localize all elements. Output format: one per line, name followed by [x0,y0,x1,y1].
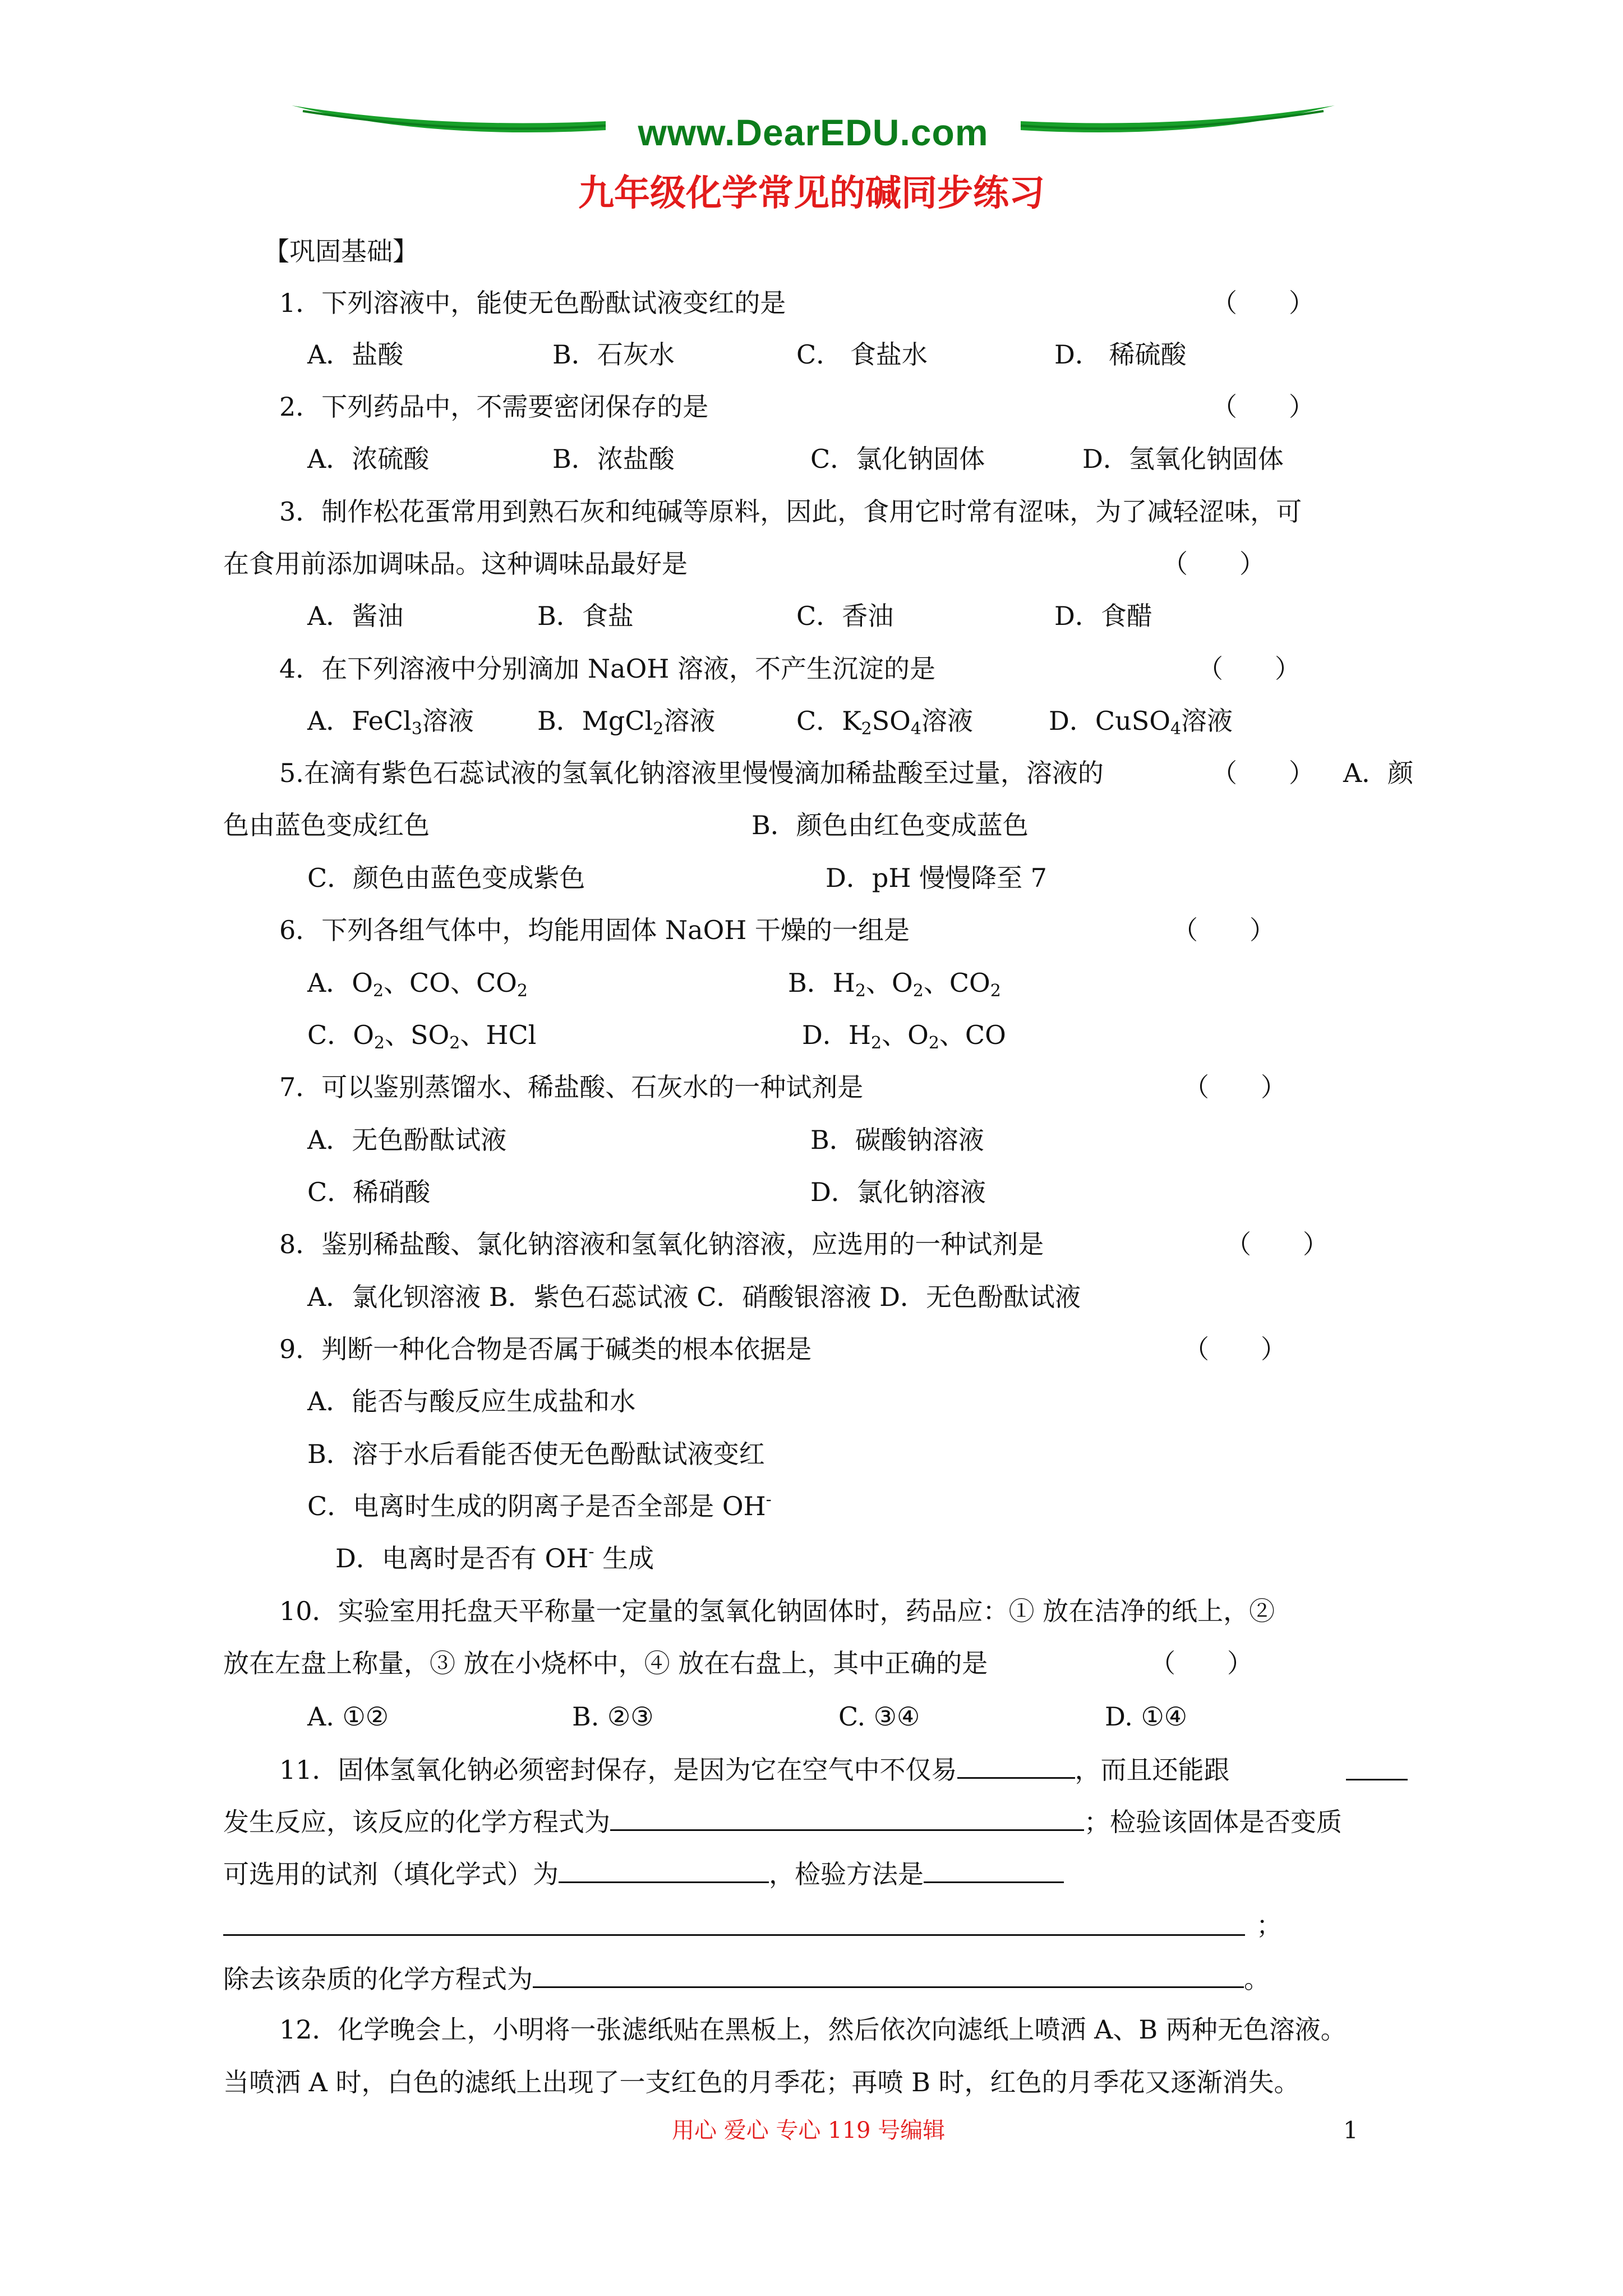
q2-option-d: D．氢氧化钠固体 [1082,444,1284,474]
q9-option-d: D．电离时是否有 OH- 生成 [335,1542,654,1573]
q10-stem-line1: 10．实验室用托盘天平称量一定量的氢氧化钠固体时，药品应：① 放在洁净的纸上，② [279,1596,1275,1626]
q10-option-c: C. ③④ [838,1701,920,1732]
q6-option-a: A．$O_2$、CO、$CO_2$ [307,968,528,1001]
q4-option-d: D．CuSO$_4$溶液 [1049,706,1233,739]
q5-answer-paren: （ ） [1211,758,1315,788]
q1-option-a: A．盐酸 [307,339,404,370]
q6-option-b: B．$H_2$、$O_2$、$CO_2$ [788,968,1001,1001]
q1-stem: 1．下列溶液中，能使无色酚酞试液变红的是 [279,288,786,318]
q3-stem-line2: 在食用前添加调味品。这种调味品最好是 [223,549,688,579]
q6-option-c: C．$O_2$、$SO_2$、HCl [307,1020,537,1053]
q11-blank-1[interactable] [957,1751,1075,1779]
q3-option-b: B．食盐 [537,601,634,631]
q7-option-b: B．碳酸钠溶液 [810,1125,984,1155]
q11-blank-removal[interactable] [533,1961,1244,1988]
q3-stem-line1: 3．制作松花蛋常用到熟石灰和纯碱等原料，因此，食用它时常有涩味，为了减轻涩味，可 [279,496,1302,527]
q9-stem: 9．判断一种化合物是否属于碱类的根本依据是 [279,1334,812,1364]
q10-stem-line2: 放在左盘上称量，③ 放在小烧杯中，④ 放在右盘上，其中正确的是 [223,1648,988,1678]
q1-option-c: C． 食盐水 [796,339,928,370]
section-heading: 【巩固基础】 [264,236,418,266]
q2-answer-paren: （ ） [1211,392,1315,422]
q1-option-d: D． 稀硫酸 [1054,339,1187,370]
q12-line2: 当喷洒 A 时，白色的滤纸上出现了一支红色的月季花；再喷 B 时，红色的月季花又逐渐消失。 [223,2067,1300,2097]
q9-answer-paren: （ ） [1183,1334,1287,1364]
q2-option-b: B．浓盐酸 [552,444,675,474]
q9-option-c: C．电离时生成的阴离子是否全部是 OH- [307,1490,772,1521]
q6-answer-paren: （ ） [1172,915,1275,945]
q7-option-d: D．氯化钠溶液 [810,1177,986,1207]
q11-blank-reagent[interactable] [559,1856,769,1883]
q8-answer-paren: （ ） [1225,1229,1329,1259]
q6-option-d: D．$H_2$、$O_2$、CO [802,1020,1006,1053]
q9-option-a: A．能否与酸反应生成盐和水 [307,1386,636,1416]
q10-option-a: A. ①② [307,1701,389,1732]
q11-line1: 11．固体氢氧化钠必须密封保存，是因为它在空气中不仅易 ，而且还能跟 [279,1751,1230,1787]
q4-stem: 4．在下列溶液中分别滴加 NaOH 溶液，不产生沉淀的是 [279,654,936,684]
page-title: 九年级化学常见的碱同步练习 [578,172,1045,214]
q3-answer-paren: （ ） [1162,549,1265,579]
q10-option-d: D. ①④ [1105,1701,1187,1732]
q7-option-a: A．无色酚酞试液 [307,1125,507,1155]
q3-option-a: A．酱油 [307,601,404,631]
q6-stem: 6．下列各组气体中，均能用固体 NaOH 干燥的一组是 [279,915,910,945]
q1-answer-paren: （ ） [1211,288,1315,318]
q11-blank-equation[interactable] [610,1803,1084,1831]
q11-line3: 可选用的试剂（填化学式）为 ，检验方法是 [223,1856,1064,1891]
q5-option-c: C．颜色由蓝色变成紫色 [307,863,585,893]
q3-option-d: D．食醋 [1054,601,1152,631]
q10-answer-paren: （ ） [1150,1648,1253,1678]
q2-stem: 2．下列药品中，不需要密闭保存的是 [279,392,709,422]
q7-option-c: C．稀硝酸 [307,1177,431,1207]
q9-option-b: B．溶于水后看能否使无色酚酞试液变红 [307,1439,765,1469]
q4-answer-paren: （ ） [1197,654,1301,684]
q3-option-c: C．香油 [796,601,894,631]
q8-options: A．氯化钡溶液 B．紫色石蕊试液 C．硝酸银溶液 D．无色酚酞试液 [307,1282,1081,1312]
q10-option-b: B. ②③ [572,1701,654,1732]
q11-blank-2[interactable] [1346,1753,1408,1780]
q5-option-b: B．颜色由红色变成蓝色 [751,810,1029,840]
q4-option-c: C．$K_2SO_4$溶液 [796,706,973,739]
q4-option-b: B．MgCl$_2$溶液 [537,706,716,739]
q11-line5: 除去该杂质的化学方程式为 。 [223,1961,1270,1996]
q11-line2: 发生反应，该反应的化学方程式为 ；检验该固体是否变质 [223,1803,1342,1839]
site-name: www.DearEDU.com [638,112,989,153]
q11-line4-end: ； [1256,1910,1282,1940]
q2-option-c: C．氯化钠固体 [810,444,985,474]
q11-blank-method[interactable] [924,1856,1064,1883]
page-number: 1 [1343,2116,1358,2144]
q11-blank-method-cont[interactable] [223,1934,1245,1936]
q7-stem: 7．可以鉴别蒸馏水、稀盐酸、石灰水的一种试剂是 [279,1072,864,1102]
footer-text: 用心 爱心 专心 119 号编辑 [672,2118,946,2143]
q5-option-a-start: A．颜 [1343,758,1414,788]
q8-stem: 8．鉴别稀盐酸、氯化钠溶液和氢氧化钠溶液，应选用的一种试剂是 [279,1229,1044,1259]
q1-option-b: B．石灰水 [552,339,675,370]
site-banner [292,95,1335,157]
q5-option-a-end: 色由蓝色变成红色 [223,810,430,840]
q7-answer-paren: （ ） [1183,1072,1287,1102]
q12-line1: 12．化学晚会上，小明将一张滤纸贴在黑板上，然后依次向滤纸上喷洒 A、B 两种无色溶液。 [279,2014,1347,2045]
q2-option-a: A．浓硫酸 [307,444,430,474]
q4-option-a: A．FeCl$_3$溶液 [307,706,474,739]
q5-stem: 5.在滴有紫色石蕊试液的氢氧化钠溶液里慢慢滴加稀盐酸至过量，溶液的 [279,758,1104,788]
q5-option-d: D．pH 慢慢降至 7 [826,863,1047,893]
